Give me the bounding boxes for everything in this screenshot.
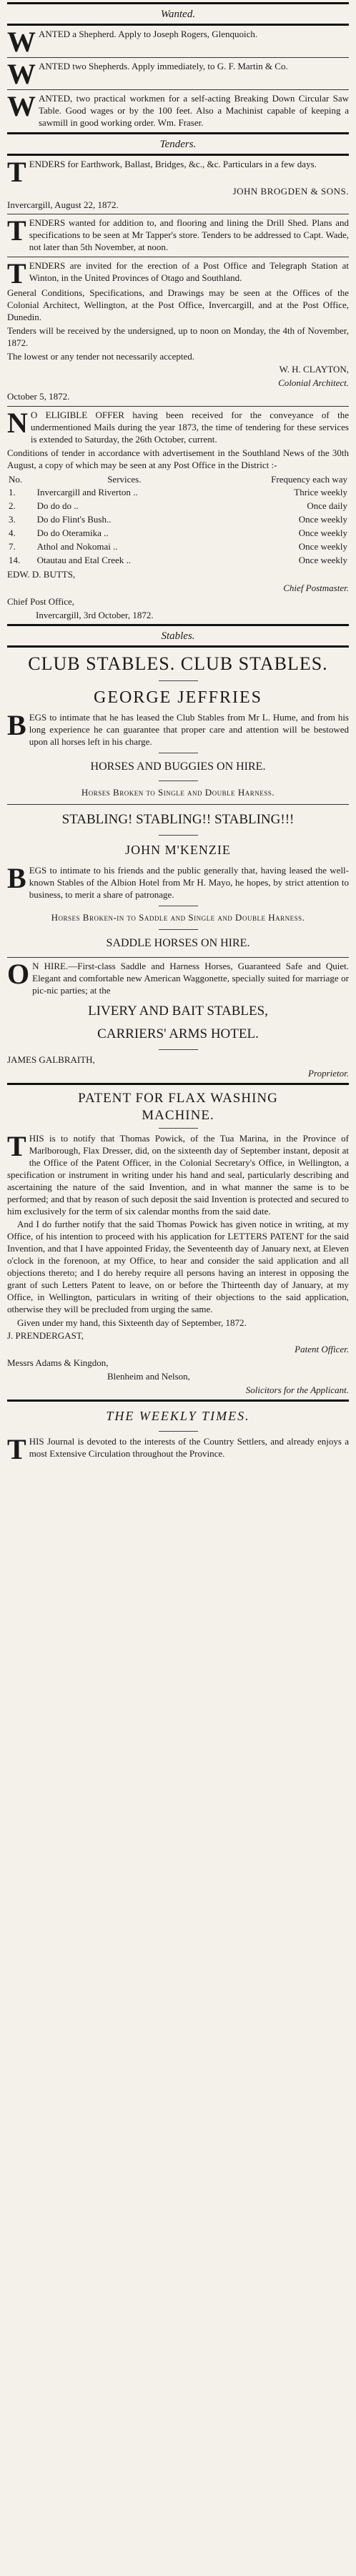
table-row [7,500,349,513]
jeffries-name: GEORGE JEFFRIES [93,688,263,708]
patent-title: PATENT FOR FLAX WASHING [78,1091,278,1106]
carriers-signature-block [7,1054,349,1080]
dropcap: B [7,709,26,742]
divider [7,89,349,90]
dropcap: T [7,1130,26,1163]
ad-body: ENDERS wanted for addition to, and flooring and lining the Drill Shed. Plans and specifications to be seen at Mr Tapper's store. Tenders to be addressed to Capt. Wade, not later than 5th November, at noon. [29,217,349,253]
wanted-ad-2 [7,58,349,90]
ad-paragraph: And I do further notify that the said Thomas Powick has given notice in writing, at my Office, of his intention to proceed with his application for LETTERS PATENT for the said Invention, and that I have appointed Friday, the Seventeenth day of January next, at Eleven o'clock in the forenoon, at my Office, to hear and consider the said application and all objections thereto; and I do hereby require all persons having an interest in opposing the grant of such Letters Patent to leave, on or before the Thirteenth day of January, at my Office, in Wellington, particulars in writing of their objections to the said application, otherwise they will be precluded from urging the same. [7,1219,349,1314]
stables-heading: Stables. [161,630,195,643]
cell-no: 14. [9,554,21,565]
signature-title: Chief Postmaster. [283,582,349,593]
ad-body: HIS Journal is devoted to the interests of the Country Settlers, and already enjoys a most Extensive Circulation throughout the Province. [29,1435,349,1459]
cell-freq: Once weekly [298,514,347,525]
dropcap: T [7,257,26,290]
table-row [7,554,349,568]
cell-service: Invercargill and Riverton .. [36,487,138,498]
weekly-times-ad [7,1432,349,1465]
ad-paragraph: Tenders will be received by the undersigned, up to noon on Monday, the 4th of November, 1872. [7,325,349,348]
signature: J. PRENDERGAST, [7,1330,84,1342]
short-rule [159,1431,198,1432]
ad-body: EGS to intimate that he has leased the Club Stables from Mr L. Hume, and from his long experience he can guarantee that proper care and attention will be bestowed upon all horses left in his charge. [29,712,349,748]
ad-body: ENDERS are invited for the erection of a Post Office and Telegraph Station at Winton, in the United Provinces of Otago and Southland. [29,260,349,284]
wanted-ad-3 [7,90,349,129]
ad-paragraph: Given under my hand, this Sixteenth day of September, 1872. [17,1317,247,1328]
section-rule [7,645,349,648]
ad-body: N HIRE.—First-class Saddle and Harness Horses, Guaranteed Safe and Quiet. Elegant and comfortable new American Waggonette, specially suited for marriage or pic-nic parties; at the [32,960,349,996]
dropcap: W [7,26,36,58]
ad-paragraph: Conditions of tender in accordance with advertisement in the Southland News of the 30th August, a copy of which may be seen at any Post Office in the District :- [7,447,349,470]
carriers-ad [7,957,349,997]
cell-no: 3. [9,514,16,525]
table-row [7,513,349,527]
cell-service: Athol and Nokomai .. [36,541,118,553]
dropcap: N [7,407,28,440]
signature-title: Patent Officer. [295,1344,349,1355]
tender-ad-2 [7,214,349,254]
cell-freq: Thrice weekly [294,487,347,498]
dropcap: O [7,957,30,990]
tender-ad-4 [7,407,349,621]
ad-body: O ELIGIBLE OFFER having been received for the conveyance of the undermentioned Mails during the year 1873, the time of tendering for these services is extended to Saturday, the 26th October, current. [30,410,349,445]
ad-date: Invercargill, 3rd October, 1872. [36,609,154,620]
cell-service: Do do Flint's Bush.. [36,514,112,525]
office-line: Chief Post Office, [7,595,74,607]
divider [7,804,349,805]
livery-line: LIVERY AND BAIT STABLES, [88,1004,268,1019]
dropcap: W [7,90,36,122]
signature: EDW. D. BUTTS, [7,568,76,580]
ad-paragraph: The lowest or any tender not necessarily accepted. [7,350,195,362]
short-rule [159,929,198,930]
dropcap: B [7,862,26,895]
wanted-heading: Wanted. [160,9,196,20]
agents-line: Messrs Adams & Kingdon, [7,1357,109,1369]
ad-paragraph: General Conditions, Specifications, and Drawings may be seen at the Offices of the Colonial Architect, Wellington, at the Post Office, Invercargill, and at the Post Office, Dunedin. [7,287,349,322]
ad-body: ANTED two Shepherds. Apply immediately, to G. F. Martin & Co. [39,61,288,71]
divider [7,406,349,407]
cell-freq: Once weekly [298,554,347,565]
cell-service: Otautau and Etal Creek .. [36,554,132,565]
section-rule [7,1083,349,1085]
tender-ad-3 [7,257,349,403]
mail-services-table [7,473,349,568]
section-rule [7,24,349,26]
agents-line-2: Blenheim and Nelson, [107,1371,190,1382]
table-row [7,540,349,554]
table-row [7,486,349,500]
carriers-arms-line: CARRIERS' ARMS HOTEL. [97,1026,259,1042]
ad-date: October 5, 1872. [7,391,70,402]
ad-body: ANTED a Shepherd. Apply to Joseph Rogers, Glenquoich. [39,29,258,39]
horses-broken-line: Horses Broken to Single and Double Harness. [81,787,275,798]
cell-no: 4. [9,527,16,539]
jeffries-ad [7,709,349,748]
cell-freq: Once weekly [298,527,347,539]
cell-service: Do do do .. [36,500,79,512]
newspaper-page [0,2,356,1465]
signature: W. H. CLAYTON, [279,364,349,375]
mckenzie-name: JOHN M'KENZIE [125,843,231,858]
dropcap: T [7,1432,26,1465]
divider [7,957,349,958]
signature: JOHN BROGDEN & SONS. [232,185,349,197]
saddle-horses-line: SADDLE HORSES ON HIRE. [106,936,250,949]
stabling-title: STABLING! STABLING!! STABLING!!! [61,812,295,828]
cell-no: 1. [9,487,16,498]
wanted-ad-1 [7,26,349,58]
mckenzie-ad [7,862,349,901]
table-header-row [7,473,349,487]
cell-no: 7. [9,541,16,553]
patent-title-2: MACHINE. [142,1108,214,1124]
ad-body: HIS is to notify that Thomas Powick, of the Tua Marina, in the Province of Marlborough, Flax Dresser, did, on the sixteenth day of September instant, deposit at the Office of the Patent Officer, in the Colonial Secretary's Office, in Wellington, a specification or instrument in writing under his hand and seal, particularly describing and ascertaining the nature of the said Invention, and in what manner the same is to be performed; and that by reason of such deposit the said Invention is protected and secured to him exclusively for the term of six calendar months from the said date. [7,1133,349,1217]
section-rule [7,624,349,626]
signature-title: Proprietor. [308,1068,349,1079]
horses-buggies-line: HORSES AND BUGGIES ON HIRE. [90,761,266,773]
section-rule [7,2,349,4]
col-header: No. [9,473,23,485]
weekly-times-title: THE WEEKLY TIMES. [106,1408,250,1423]
tender-ad-1 [7,155,349,212]
signature: JAMES GALBRAITH, [7,1054,95,1066]
table-row [7,527,349,540]
ad-body: ANTED, two practical workmen for a self-acting Breaking Down Circular Saw Table. Good wages or by the 100 feet. Also a Machinist capable of keeping a sawmill in good working order. Wm. Fraser. [39,93,349,128]
cell-no: 2. [9,500,16,512]
short-rule [159,1049,198,1050]
section-rule [7,1400,349,1402]
cell-service: Do do Oteramika .. [36,527,109,539]
short-rule [159,835,198,836]
short-rule [159,680,198,681]
dropcap: T [7,214,26,247]
dropcap: T [7,155,26,188]
patent-ad [7,1130,349,1397]
tenders-heading: Tenders. [159,138,197,150]
section-rule [7,154,349,156]
section-rule [7,132,349,134]
cell-freq: Once weekly [298,541,347,553]
col-header: Services. [107,473,142,485]
cell-freq: Once daily [307,500,347,512]
divider [7,57,349,58]
horses-broken-in-line: Horses Broken-in to Saddle and Single and Double Harness. [51,911,305,923]
signature-title: Colonial Architect. [278,377,349,389]
ad-date: Invercargill, August 22, 1872. [7,199,119,210]
agents-line-3: Solicitors for the Applicant. [245,1384,349,1395]
ad-body: EGS to intimate to his friends and the public generally that, having leased the well-known Stables of the Albion Hotel from Mr H. Mayo, he hopes, by strict attention to business, to merit a share of patronage. [29,865,349,900]
club-stables-title: CLUB STABLES. CLUB STABLES. [28,653,328,675]
ad-body: ENDERS for Earthwork, Ballast, Bridges, &c., &c. Particulars in a few days. [29,158,317,169]
col-header: Frequency each way [271,473,347,485]
dropcap: W [7,58,36,90]
short-rule [159,1128,198,1129]
